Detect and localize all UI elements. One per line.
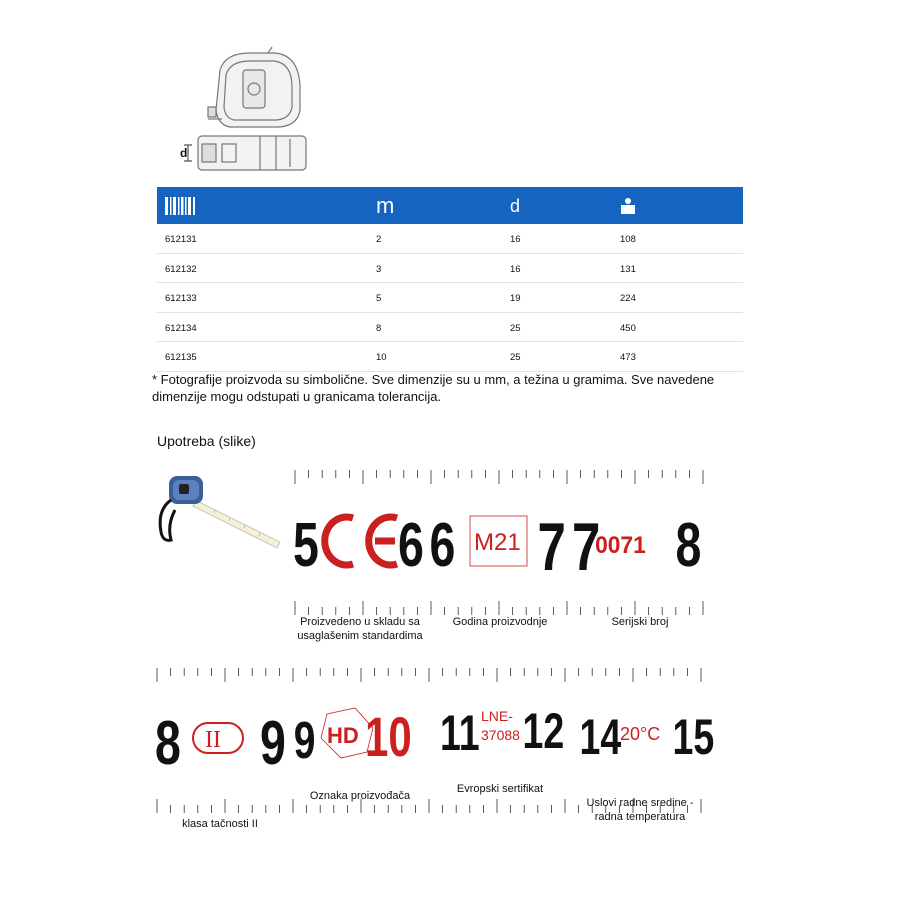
row-length: 10 bbox=[376, 352, 387, 363]
tape-digit-11: 11 bbox=[440, 705, 480, 762]
tape-digit-8: 8 bbox=[155, 707, 181, 778]
header-diameter: d bbox=[510, 195, 521, 216]
tape-digit-12: 12 bbox=[522, 703, 565, 760]
tape-digit-8: 8 bbox=[675, 509, 702, 580]
caption-conditions: Uslovi radne sredine - radna temperatura bbox=[586, 797, 694, 823]
temperature-mark: 20°C bbox=[620, 724, 661, 744]
header-length: m bbox=[376, 192, 395, 218]
row-code: 612134 bbox=[165, 322, 197, 334]
caption-serial: Serijski broj bbox=[611, 616, 669, 628]
row-diameter: 25 bbox=[510, 352, 521, 363]
table-row bbox=[157, 313, 743, 343]
row-weight: 131 bbox=[620, 263, 636, 275]
caption-class: klasa tačnosti II bbox=[182, 818, 258, 830]
table-row bbox=[157, 254, 743, 284]
row-weight: 108 bbox=[620, 234, 636, 245]
row-code: 612133 bbox=[165, 293, 197, 304]
spec-table bbox=[157, 187, 743, 372]
barcode-icon bbox=[165, 187, 195, 224]
row-diameter: 25 bbox=[510, 322, 521, 334]
weight-icon bbox=[620, 187, 636, 224]
row-length: 2 bbox=[376, 234, 382, 245]
tape-digit-5: 5 bbox=[293, 509, 319, 580]
row-code: 612135 bbox=[165, 352, 197, 363]
tape-digit-7a: 7 bbox=[537, 508, 566, 585]
class-mark: II bbox=[205, 727, 221, 753]
row-diameter: 19 bbox=[510, 293, 521, 304]
caption-standards: Proizvedeno u skladu sa usaglašenim standardima bbox=[297, 616, 423, 642]
tape-digit-6b: 6 bbox=[429, 509, 456, 580]
row-code: 612132 bbox=[165, 263, 197, 275]
row-length: 5 bbox=[376, 293, 382, 304]
caption-cert: Evropski sertifikat bbox=[456, 783, 544, 795]
lne-line2: 37088 bbox=[481, 727, 520, 743]
ce-c-icon bbox=[325, 517, 353, 565]
row-length: 3 bbox=[376, 263, 382, 275]
tape-digit-9a: 9 bbox=[260, 707, 286, 778]
row-length: 8 bbox=[376, 322, 382, 334]
table-row bbox=[157, 283, 743, 313]
product-drawing bbox=[180, 45, 320, 180]
table-header bbox=[157, 187, 743, 224]
product-photo bbox=[155, 470, 285, 550]
row-diameter: 16 bbox=[510, 263, 521, 275]
table-row bbox=[157, 224, 743, 254]
ce-e-icon bbox=[369, 517, 397, 565]
lne-line1: LNE- bbox=[481, 708, 513, 724]
row-weight: 450 bbox=[620, 322, 636, 334]
row-weight: 473 bbox=[620, 352, 636, 363]
tape-digit-14: 14 bbox=[579, 709, 622, 766]
caption-brand: Oznaka proizvođača bbox=[309, 790, 411, 802]
tape-digit-15: 15 bbox=[672, 709, 715, 766]
brand-mark: HD bbox=[327, 723, 359, 748]
disclaimer-note: * Fotografije proizvoda su simbolične. Sve dimenzije su u mm, a težina u gramima. Sve navedene dimenzije mogu odstupati u granicama tolerancija. bbox=[152, 372, 715, 404]
mark-m21: M21 bbox=[474, 529, 521, 556]
caption-year: Godina proizvodnje bbox=[452, 616, 548, 628]
tape-digit-9b: 9 bbox=[293, 710, 316, 770]
tape-strip-2 bbox=[155, 668, 715, 813]
usage-title: Upotreba (slike) bbox=[157, 433, 256, 449]
row-code: 612131 bbox=[165, 234, 197, 245]
tape-digit-6a: 6 bbox=[398, 509, 424, 580]
diameter-label: d bbox=[180, 146, 188, 160]
row-weight: 224 bbox=[620, 293, 636, 304]
table-row bbox=[157, 342, 743, 372]
row-diameter: 16 bbox=[510, 234, 521, 245]
tape-digit-7b: 7 bbox=[572, 508, 601, 585]
tape-digit-10: 10 bbox=[365, 706, 412, 769]
tape-strip-1 bbox=[293, 470, 705, 615]
serial-number: 0071 bbox=[595, 531, 646, 559]
